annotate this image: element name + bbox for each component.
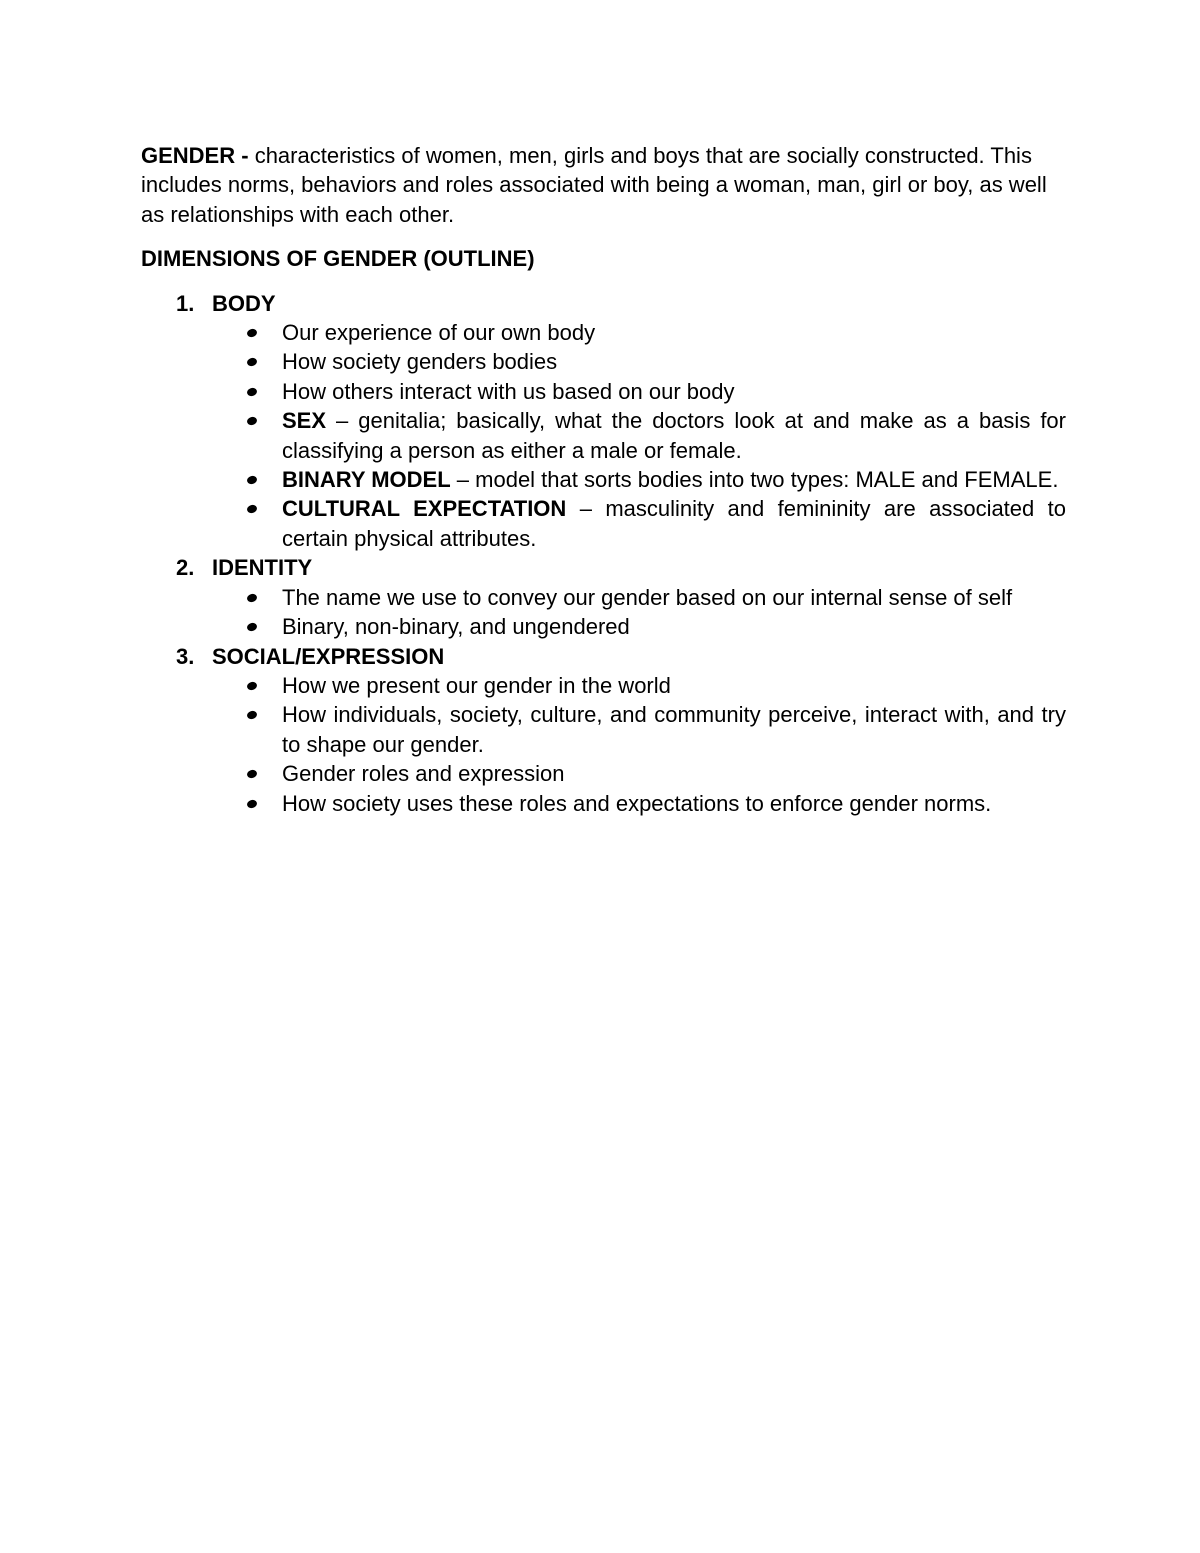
bullet-text: Binary, non-binary, and ungendered: [282, 614, 630, 640]
bullet-text: How others interact with us based on our body: [282, 378, 735, 404]
outline-section-social-expression: [141, 642, 1066, 818]
bullet-text: – model that sorts bodies into two types: MALE and FEMALE.: [450, 467, 1059, 493]
list-item: [141, 612, 1066, 641]
list-item: [141, 406, 1066, 465]
section-heading: [141, 289, 1066, 318]
outline-heading: DIMENSIONS OF GENDER (OUTLINE): [141, 246, 535, 272]
bullet-term: SEX: [282, 408, 327, 434]
section-heading: [141, 642, 1066, 671]
list-item: [141, 583, 1066, 612]
list-item: [141, 377, 1066, 406]
outline-section-identity: [141, 553, 1066, 641]
list-item: [141, 700, 1066, 759]
bullet-icon: [246, 357, 258, 368]
section-title: SOCIAL/EXPRESSION: [212, 643, 445, 669]
section-title: IDENTITY: [212, 555, 313, 581]
definition-text: characteristics of women, men, girls and boys that are socially constructed. This includes norms, behaviors and roles associated with being a woman, man, girl or boy, as well as relationships with each other.: [141, 143, 1047, 227]
section-number: 3.: [176, 643, 195, 669]
bullet-text: How individuals, society, culture, and community perceive, interact with, and try to shape our gender.: [282, 702, 1066, 757]
bullet-text: Our experience of our own body: [282, 320, 596, 346]
outline-section-body: [141, 289, 1066, 554]
bullet-list: [141, 671, 1066, 818]
list-item: [141, 318, 1066, 347]
bullet-text: How we present our gender in the world: [282, 672, 671, 698]
bullet-icon: [246, 592, 258, 603]
bullet-icon: [246, 475, 258, 486]
bullet-icon: [246, 710, 258, 721]
bullet-icon: [246, 769, 258, 780]
bullet-text: – masculinity and femininity are associated to certain physical attributes.: [282, 496, 1067, 551]
bullet-icon: [246, 798, 258, 809]
gender-definition: [141, 141, 1066, 229]
list-item: [141, 347, 1066, 376]
list-item: [141, 759, 1066, 788]
bullet-term: BINARY MODEL: [282, 467, 451, 493]
bullet-text: Gender roles and expression: [282, 761, 565, 787]
list-item: [141, 789, 1066, 818]
bullet-term: CULTURAL EXPECTATION: [282, 496, 567, 522]
bullet-icon: [246, 504, 258, 515]
dimensions-outline: [141, 289, 1066, 818]
section-number: 1.: [176, 290, 195, 316]
section-heading: [141, 553, 1066, 582]
bullet-icon: [246, 681, 258, 692]
list-item: [141, 494, 1066, 553]
bullet-icon: [246, 622, 258, 633]
document-page: [141, 141, 1066, 818]
bullet-list: [141, 583, 1066, 642]
bullet-icon: [246, 328, 258, 339]
list-item: [141, 465, 1066, 494]
section-number: 2.: [176, 555, 195, 581]
bullet-list: [141, 318, 1066, 553]
bullet-text: – genitalia; basically, what the doctors look at and make as a basis for classifying a person as either a male or female.: [282, 408, 1066, 463]
bullet-icon: [246, 386, 258, 397]
bullet-text: How society uses these roles and expectations to enforce gender norms.: [282, 790, 992, 816]
bullet-icon: [246, 416, 258, 427]
list-item: [141, 671, 1066, 700]
bullet-text: How society genders bodies: [282, 349, 558, 375]
definition-term: GENDER -: [141, 143, 249, 168]
section-title: BODY: [212, 290, 276, 316]
bullet-text: The name we use to convey our gender based on our internal sense of self: [282, 584, 1013, 610]
